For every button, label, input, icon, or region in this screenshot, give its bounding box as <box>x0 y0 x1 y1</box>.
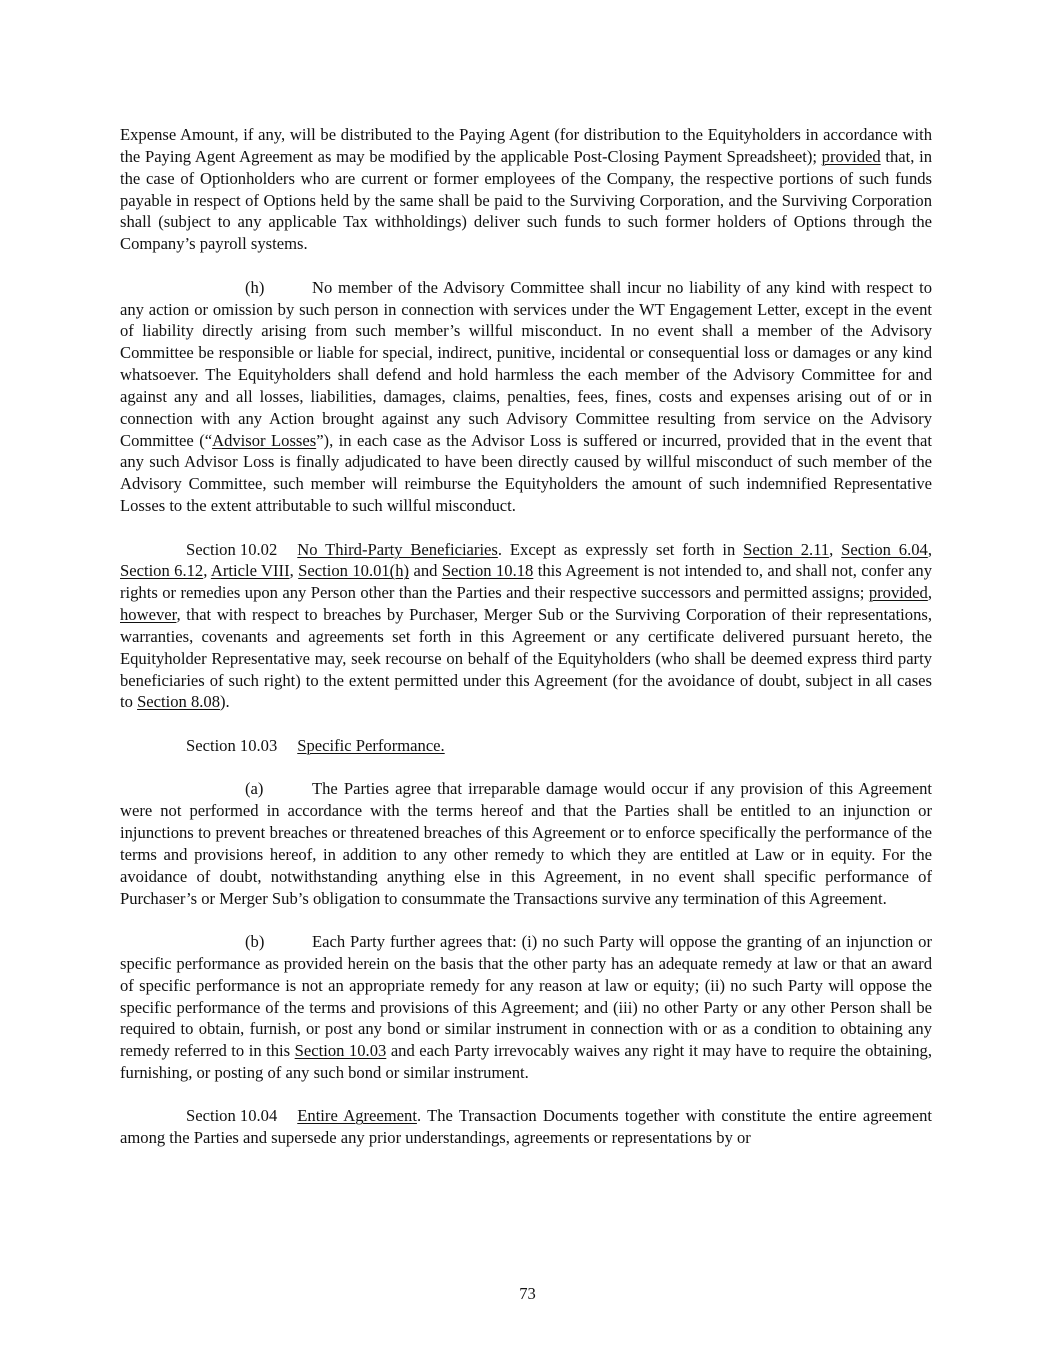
section-number: Section 10.02 <box>186 539 278 559</box>
text: No member of the Advisory Committee shall incur no liability of any kind with respect to any action or omission by such person in connection with services under the WT Engagement Letter, except in the event of liability directly arising from such member’s willful misconduct. In no event shall a member of the Advisory Committee be responsible or liable for special, indirect, punitive, incidental or consequential loss or damages or any kind whatsoever. The Equityholders shall defend and hold harmless the each member of the Advisory Committee for and against any and all losses, liabilities, damages, claims, penalties, fees, fines, costs and expenses arising out of or in connection with any Action brought against any such Advisory Committee resulting from service on the Advisory Committee (“ <box>120 277 932 450</box>
cross-reference: Section 8.08 <box>137 692 221 712</box>
paragraph-a <box>120 778 932 909</box>
section-title: Entire Agreement <box>297 1106 417 1126</box>
text: Expense Amount, if any, will be distributed to the Paying Agent (for distribution to the Equityholders in accordance with the Paying Agent Agreement as may be modified by the applicable Post-Closing Payment Spreadsheet); <box>120 125 932 166</box>
text: . The Transaction Documents together with constitute the entire agreement among the Parties and supersede any prior understandings, agreements or representations by or <box>120 1106 932 1148</box>
clause-label: (a) <box>245 779 264 799</box>
clause-label: (h) <box>245 277 265 297</box>
text: The Parties agree that irreparable damage would occur if any provision of this Agreement were not performed in accordance with the terms hereof and that the Parties shall be entitled to an injunction or injunctions to prevent breaches or threatened breaches of this Agreement or to enforce specifically the performance of the terms and provisions hereof, in addition to any other remedy to which they are entitled at Law or in equity. For the avoidance of doubt, notwithstanding anything else in this Agreement, in no event shall specific performance of Purchaser’s or Merger Sub’s obligation to consummate the Transactions survive any termination of this Agreement. <box>120 779 932 908</box>
section-title: Specific Performance. <box>297 735 445 755</box>
cross-reference: Section 6.04 <box>841 539 928 559</box>
cross-reference: Section 10.18 <box>441 561 534 581</box>
cross-reference: Section 6.12 <box>120 561 204 581</box>
paragraph-h <box>120 277 932 517</box>
clause-label: (b) <box>245 931 265 951</box>
cross-reference: Section 2.11 <box>743 539 830 559</box>
defined-term: however <box>120 605 177 625</box>
page-number: 73 <box>519 1284 536 1303</box>
text: that, in the case of Optionholders who are current or former employees of the Company, the respective portions of such funds payable in respect of Options held by the same shall be paid to the Surviving Corporation, and the Surviving Corporation shall (subject to any applicable Tax withholdings) deliver such funds to such former holders of Options through the Company’s payroll systems. <box>120 146 932 254</box>
text: and each Party irrevocably waives any right it may have to require the obtaining, furnishing, or posting of any such bond or similar instrument. <box>120 1041 932 1083</box>
section-10-02: Section 10.02 No Third-Party Beneficiaries. Except as expressly set forth in Section 2.11, Section 6.04, Section 6.12, Article VIII, Section 10.01(h) and Section 10.18 this Agreement is not intended to, and shall not, confer any rights or remedies upon any Person other than the Parties and their respective successors and permitted assigns; provided, however, that with respect to breaches by Purchaser, Merger Sub or the Surviving Corporation of their representations, warranties, covenants and agreements set forth in this Agreement or any certificate delivered pursuant hereto, the Equityholder Representative may, seek recourse on behalf of the Equityholders (who shall be deemed express third party beneficiaries of such right) to the extent permitted under this Agreement (for the avoidance of doubt, subject in all cases to Section 8.08). <box>120 539 932 712</box>
section-number: Section 10.04 <box>186 1106 278 1126</box>
document-page <box>120 124 932 1149</box>
paragraph-expense-amount <box>120 124 932 255</box>
section-10-04 <box>120 1105 932 1149</box>
cross-reference: Section 10.03 <box>294 1041 387 1061</box>
defined-term: Advisor Losses <box>212 430 317 450</box>
cross-reference: Article VIII <box>210 561 290 581</box>
section-number: Section 10.03 <box>186 735 278 755</box>
text: Each Party further agrees that: (i) no such Party will oppose the granting of an injunction or specific performance as provided herein on the basis that the other party has an adequate remedy at law or that an award of specific performance is not an appropriate remedy for any reason at law or equity; (ii) no such Party will oppose the specific performance of the terms and provisions of this Agreement; and (iii) no other Party or any other Person shall be required to obtain, furnish, or post any bond or similar instrument in connection with or as a condition to obtaining any remedy referred to in this <box>120 931 932 1061</box>
paragraph-b <box>120 931 932 1084</box>
defined-term: provided <box>868 583 928 603</box>
defined-term: provided <box>821 146 881 166</box>
cross-reference: Section 10.01(h) <box>298 561 410 581</box>
section-10-03-heading <box>120 735 932 757</box>
section-title: No Third-Party Beneficiaries <box>297 539 498 559</box>
text: ”), in each case as the Advisor Loss is suffered or incurred, provided that in the event that any such Advisor Loss is finally adjudicated to have been directly caused by willful misconduct of such member of the Advisory Committee, such member will reimburse the Equityholders the amount of such indemnified Representative Losses to the extent attributable to such willful misconduct. <box>120 430 933 516</box>
